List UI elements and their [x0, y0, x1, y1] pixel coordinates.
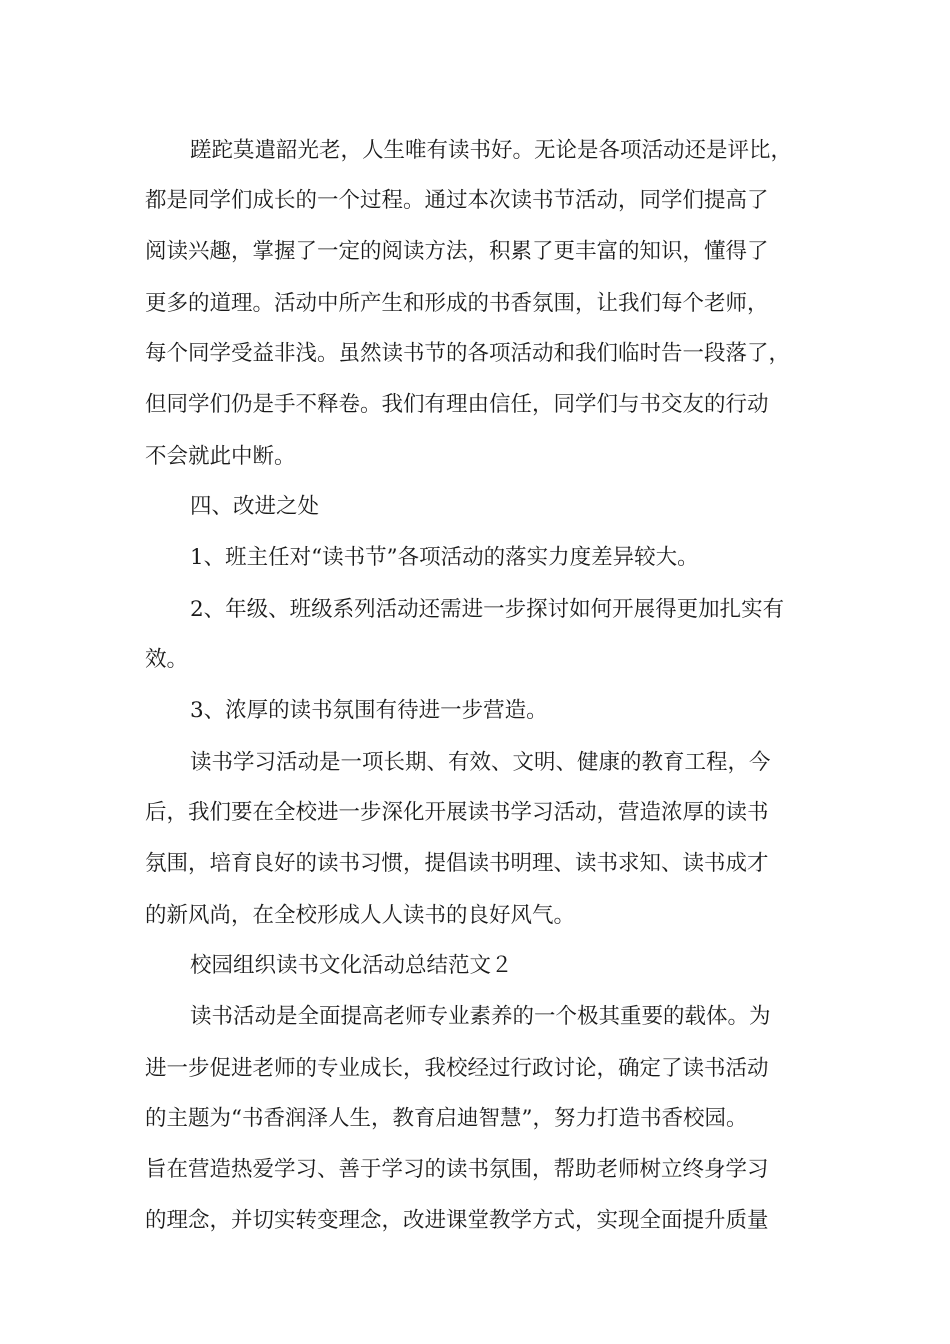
list-item-continuation: 效。: [145, 647, 189, 672]
paragraph-line: 的理念，并切实转变理念，改进课堂教学方式，实现全面提升质量: [145, 1208, 769, 1233]
paragraph-line: 的主题为“书香润泽人生，教育启迪智慧”，努力打造书香校园。: [145, 1106, 748, 1131]
paragraph-line: 的新风尚，在全校形成人人读书的良好风气。: [145, 903, 576, 928]
paragraph-line: 更多的道理。活动中所产生和形成的书香氛围，让我们每个老师，: [145, 291, 769, 316]
list-item: 1、班主任对“读书节”各项活动的落实力度差异较大。: [190, 545, 699, 570]
section-heading: 四、改进之处: [190, 494, 320, 519]
paragraph-line: 读书活动是全面提高老师专业素养的一个极其重要的载体。为: [190, 1004, 771, 1029]
paragraph-line: 不会就此中断。: [145, 444, 296, 469]
paragraph-line: 蹉跎莫遣韶光老，人生唯有读书好。无论是各项活动还是评比，: [190, 138, 793, 163]
paragraph-line: 后，我们要在全校进一步深化开展读书学习活动，营造浓厚的读书: [145, 800, 769, 825]
paragraph-line: 都是同学们成长的一个过程。通过本次读书节活动，同学们提高了: [145, 188, 769, 213]
article-title: 校园组织读书文化活动总结范文２: [190, 953, 513, 978]
list-item: 3、浓厚的读书氛围有待进一步营造。: [190, 698, 548, 723]
paragraph-line: 氛围，培育良好的读书习惯，提倡读书明理、读书求知、读书成才: [145, 851, 769, 876]
paragraph-line: 每个同学受益非浅。虽然读书节的各项活动和我们临时告一段落了，: [145, 341, 791, 366]
paragraph-line: 读书学习活动是一项长期、有效、文明、健康的教育工程，今: [190, 750, 771, 775]
paragraph-line: 阅读兴趣，掌握了一定的阅读方法，积累了更丰富的知识，懂得了: [145, 239, 769, 264]
paragraph-line: 进一步促进老师的专业成长，我校经过行政讨论，确定了读书活动: [145, 1056, 769, 1081]
list-item: 2、年级、班级系列活动还需进一步探讨如何开展得更加扎实有: [190, 597, 785, 622]
paragraph-line: 但同学们仍是手不释卷。我们有理由信任，同学们与书交友的行动: [145, 392, 769, 417]
paragraph-line: 旨在营造热爱学习、善于学习的读书氛围，帮助老师树立终身学习: [145, 1157, 769, 1182]
